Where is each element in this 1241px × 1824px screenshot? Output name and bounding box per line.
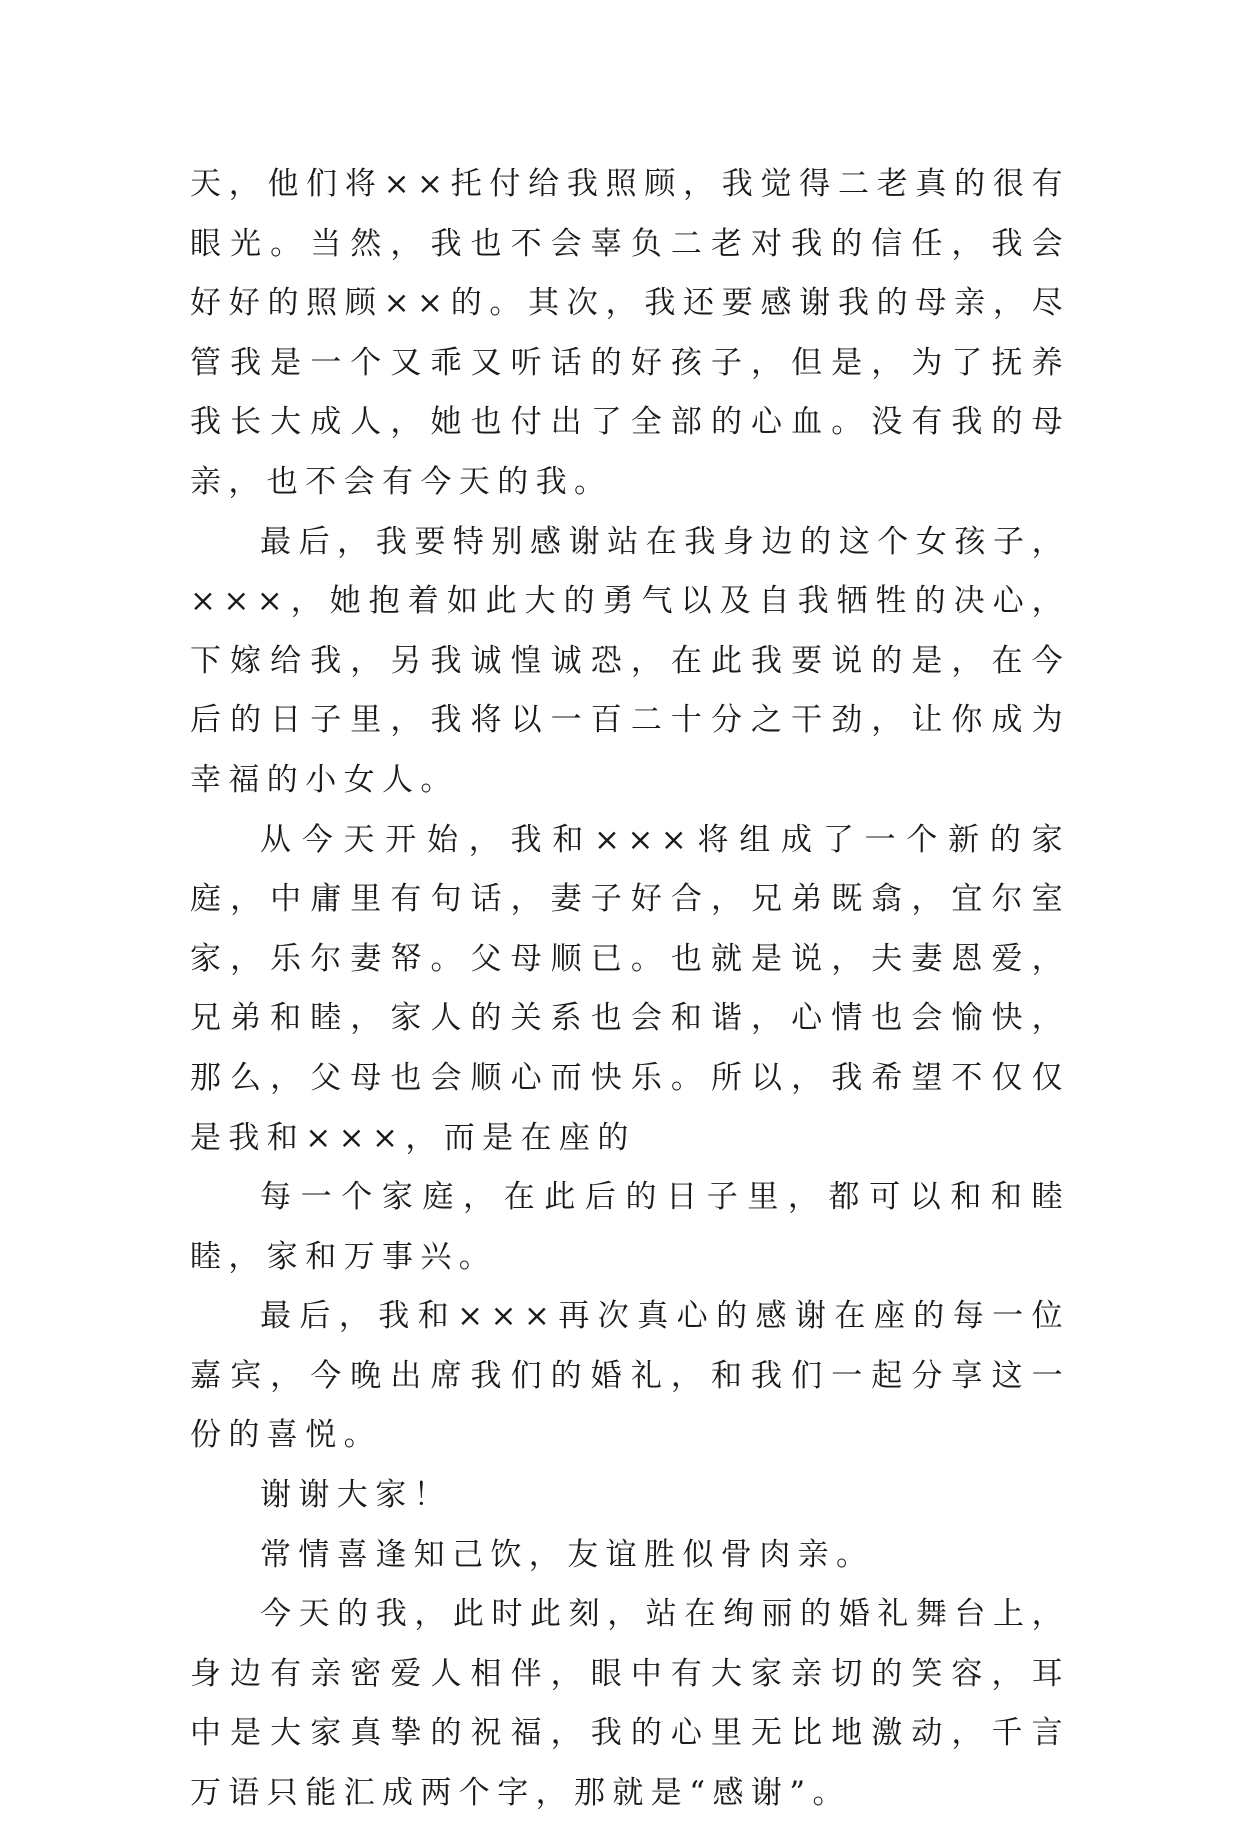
paragraph-7: 常情喜逢知己饮，友谊胜似骨肉亲。 xyxy=(260,1536,875,1573)
paragraph-8: 今天的我，此时此刻，站在绚丽的婚礼舞台上，身边有亲密爱人相伴，眼中有大家亲切的笑容，耳中是大家真挚的祝福，我的心里无比地激动，千言万语只能汇成两个字，那就是“感谢”。 xyxy=(190,1596,1070,1812)
paragraph-6: 谢谢大家！ xyxy=(260,1477,452,1514)
paragraph-5: 最后，我和×××再次真心的感谢在座的每一位嘉宾，今晚出席我们的婚礼，和我们一起分享这一份的喜悦。 xyxy=(190,1298,1070,1454)
paragraph-2: 最后，我要特别感谢站在我身边的这个女孩子，×××，她抱着如此大的勇气以及自我牺牲的决心，下嫁给我，另我诚惶诚恐，在此我要说的是，在今后的日子里，我将以一百二十分之干劲，让你成为幸福的小女人。 xyxy=(190,523,1070,798)
document-page xyxy=(190,155,1070,1824)
paragraph-3: 从今天开始，我和×××将组成了一个新的家庭，中庸里有句话，妻子好合，兄弟既翕，宜尔室家，乐尔妻帑。父母顺已。也就是说，夫妻恩爱，兄弟和睦，家人的关系也会和谐，心情也会愉快，那么，父母也会顺心而快乐。所以，我希望不仅仅是我和×××，而是在座的 xyxy=(190,821,1070,1156)
paragraph-1: 天，他们将××托付给我照顾，我觉得二老真的很有眼光。当然，我也不会辜负二老对我的信任，我会好好的照顾××的。其次，我还要感谢我的母亲，尽管我是一个又乖又听话的好孩子，但是，为了抚养我长大成人，她也付出了全部的心血。没有我的母亲，也不会有今天的我。 xyxy=(190,166,1070,500)
paragraph-4: 每一个家庭，在此后的日子里，都可以和和睦睦，家和万事兴。 xyxy=(190,1179,1070,1275)
